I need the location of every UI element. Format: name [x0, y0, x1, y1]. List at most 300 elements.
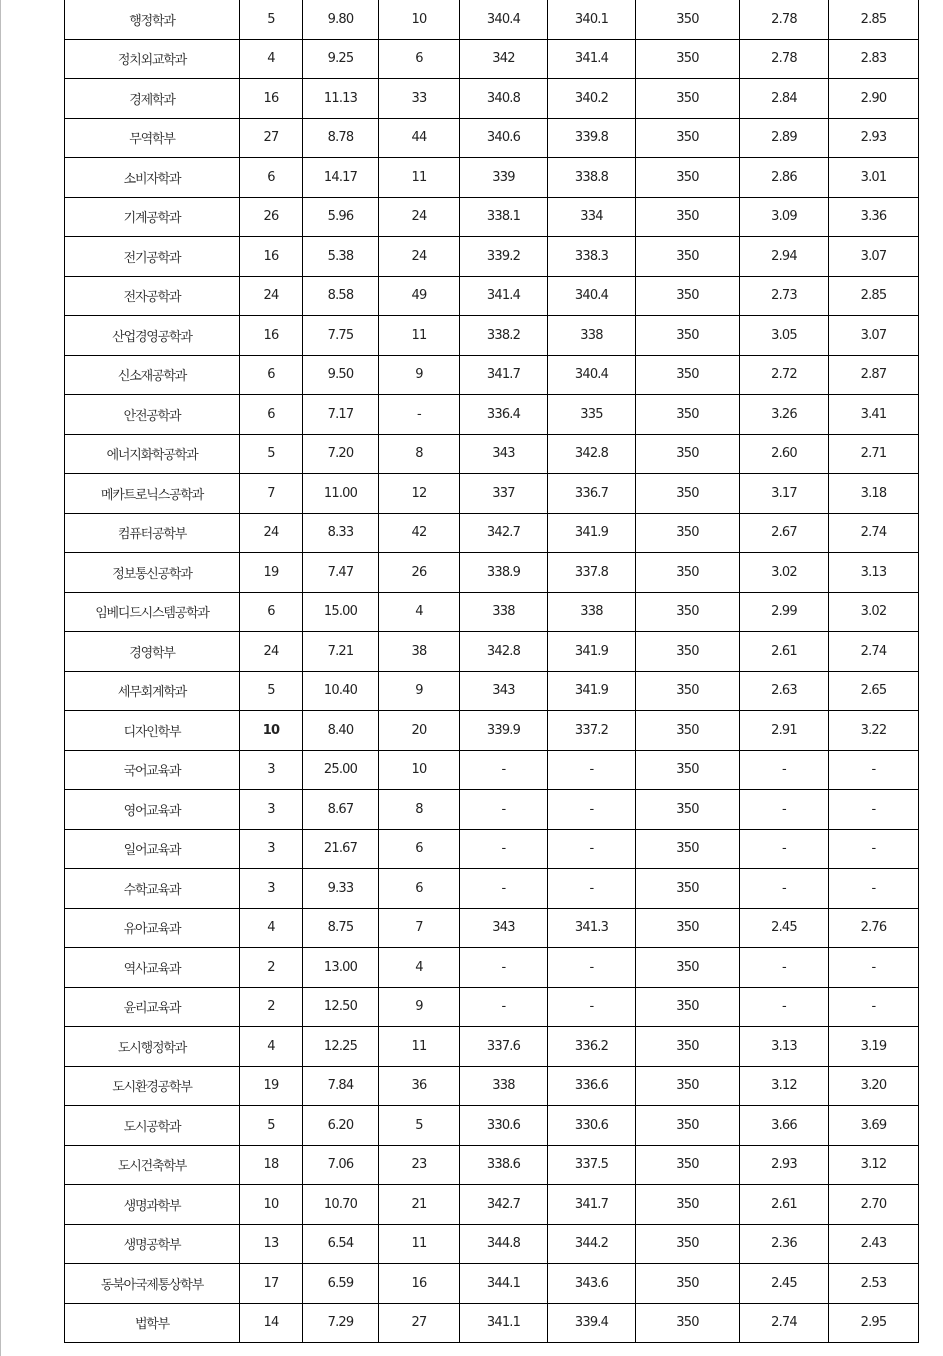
competition-ratio-cell: 8.33	[303, 513, 379, 553]
table-row	[65, 711, 919, 751]
admission-results-table	[64, 0, 919, 1343]
score-min-cell: 341.3	[548, 908, 636, 948]
table-row	[65, 79, 919, 119]
grade-avg-cell: -	[740, 790, 829, 830]
score-min-cell: 337.8	[548, 553, 636, 593]
total-score-cell: 350	[636, 1106, 740, 1146]
competition-ratio-cell: 7.84	[303, 1066, 379, 1106]
competition-ratio-cell: 5.38	[303, 237, 379, 277]
grade-avg-cell: 3.66	[740, 1106, 829, 1146]
grade-max-cell: 3.20	[829, 1066, 919, 1106]
quota-cell: 3	[240, 750, 303, 790]
grade-avg-cell: 2.78	[740, 0, 829, 39]
department-cell: 행정학과	[65, 0, 240, 39]
score-min-cell: 335	[548, 395, 636, 435]
waitlist-cell: 26	[379, 553, 460, 593]
department-cell: 디자인학부	[65, 711, 240, 751]
waitlist-cell: 4	[379, 948, 460, 988]
waitlist-cell: 4	[379, 592, 460, 632]
department-cell: 전기공학과	[65, 237, 240, 277]
grade-avg-cell: 2.74	[740, 1303, 829, 1343]
table-row	[65, 316, 919, 356]
score-max-cell: 341.4	[460, 276, 548, 316]
competition-ratio-cell: 8.67	[303, 790, 379, 830]
waitlist-cell: 27	[379, 1303, 460, 1343]
competition-ratio-cell: 6.59	[303, 1264, 379, 1304]
total-score-cell: 350	[636, 395, 740, 435]
score-min-cell: 340.2	[548, 79, 636, 119]
score-max-cell: 336.4	[460, 395, 548, 435]
quota-cell: 19	[240, 1066, 303, 1106]
grade-avg-cell: 3.17	[740, 474, 829, 514]
score-max-cell: 338.2	[460, 316, 548, 356]
quota-cell: 13	[240, 1224, 303, 1264]
grade-max-cell: 3.07	[829, 316, 919, 356]
table-row	[65, 237, 919, 277]
department-cell: 컴퓨터공학부	[65, 513, 240, 553]
score-max-cell: -	[460, 790, 548, 830]
grade-max-cell: 2.65	[829, 671, 919, 711]
waitlist-cell: 20	[379, 711, 460, 751]
grade-max-cell: 3.22	[829, 711, 919, 751]
waitlist-cell: 6	[379, 39, 460, 79]
total-score-cell: 350	[636, 948, 740, 988]
table-row	[65, 158, 919, 198]
department-cell: 동북아국제통상학부	[65, 1264, 240, 1304]
department-cell: 경영학부	[65, 632, 240, 672]
department-cell: 수학교육과	[65, 869, 240, 909]
table-row	[65, 1106, 919, 1146]
quota-cell: 16	[240, 79, 303, 119]
score-min-cell: 338.3	[548, 237, 636, 277]
quota-cell: 24	[240, 513, 303, 553]
competition-ratio-cell: 10.70	[303, 1185, 379, 1225]
score-min-cell: 338	[548, 592, 636, 632]
waitlist-cell: 6	[379, 829, 460, 869]
total-score-cell: 350	[636, 908, 740, 948]
quota-cell: 3	[240, 790, 303, 830]
grade-max-cell: -	[829, 869, 919, 909]
department-cell: 일어교육과	[65, 829, 240, 869]
department-cell: 도시환경공학부	[65, 1066, 240, 1106]
competition-ratio-cell: 9.50	[303, 355, 379, 395]
total-score-cell: 350	[636, 237, 740, 277]
grade-max-cell: -	[829, 750, 919, 790]
score-min-cell: 340.4	[548, 355, 636, 395]
quota-cell: 10	[240, 711, 303, 751]
total-score-cell: 350	[636, 1066, 740, 1106]
waitlist-cell: 36	[379, 1066, 460, 1106]
grade-max-cell: -	[829, 829, 919, 869]
grade-avg-cell: -	[740, 829, 829, 869]
total-score-cell: 350	[636, 474, 740, 514]
total-score-cell: 350	[636, 316, 740, 356]
score-min-cell: 337.2	[548, 711, 636, 751]
department-cell: 세무회계학과	[65, 671, 240, 711]
department-cell: 정보통신공학과	[65, 553, 240, 593]
quota-cell: 5	[240, 671, 303, 711]
table-row	[65, 513, 919, 553]
grade-max-cell: 3.02	[829, 592, 919, 632]
grade-avg-cell: 2.63	[740, 671, 829, 711]
score-max-cell: 342	[460, 39, 548, 79]
total-score-cell: 350	[636, 197, 740, 237]
score-max-cell: -	[460, 987, 548, 1027]
department-cell: 생명과학부	[65, 1185, 240, 1225]
total-score-cell: 350	[636, 79, 740, 119]
waitlist-cell: 11	[379, 1027, 460, 1067]
department-cell: 유아교육과	[65, 908, 240, 948]
score-max-cell: 344.8	[460, 1224, 548, 1264]
grade-avg-cell: 2.89	[740, 118, 829, 158]
grade-avg-cell: 2.36	[740, 1224, 829, 1264]
waitlist-cell: 42	[379, 513, 460, 553]
grade-max-cell: 2.70	[829, 1185, 919, 1225]
waitlist-cell: 33	[379, 79, 460, 119]
waitlist-cell: 11	[379, 158, 460, 198]
score-max-cell: 343	[460, 671, 548, 711]
department-cell: 국어교육과	[65, 750, 240, 790]
competition-ratio-cell: 21.67	[303, 829, 379, 869]
competition-ratio-cell: 8.40	[303, 711, 379, 751]
competition-ratio-cell: 15.00	[303, 592, 379, 632]
score-max-cell: 342.7	[460, 513, 548, 553]
grade-max-cell: 2.43	[829, 1224, 919, 1264]
score-min-cell: 336.6	[548, 1066, 636, 1106]
table-row	[65, 474, 919, 514]
competition-ratio-cell: 7.20	[303, 434, 379, 474]
score-max-cell: 340.4	[460, 0, 548, 39]
score-max-cell: 338	[460, 1066, 548, 1106]
score-min-cell: 330.6	[548, 1106, 636, 1146]
quota-cell: 6	[240, 592, 303, 632]
quota-cell: 6	[240, 355, 303, 395]
grade-avg-cell: 3.02	[740, 553, 829, 593]
table-row	[65, 0, 919, 39]
quota-cell: 2	[240, 987, 303, 1027]
quota-cell: 2	[240, 948, 303, 988]
waitlist-cell: 21	[379, 1185, 460, 1225]
grade-avg-cell: 3.26	[740, 395, 829, 435]
score-max-cell: 338.9	[460, 553, 548, 593]
quota-cell: 17	[240, 1264, 303, 1304]
grade-avg-cell: 2.84	[740, 79, 829, 119]
total-score-cell: 350	[636, 829, 740, 869]
total-score-cell: 350	[636, 987, 740, 1027]
competition-ratio-cell: 11.00	[303, 474, 379, 514]
grade-max-cell: 2.85	[829, 0, 919, 39]
grade-max-cell: -	[829, 948, 919, 988]
waitlist-cell: 12	[379, 474, 460, 514]
score-max-cell: -	[460, 750, 548, 790]
grade-avg-cell: 3.13	[740, 1027, 829, 1067]
grade-avg-cell: -	[740, 750, 829, 790]
quota-cell: 6	[240, 158, 303, 198]
waitlist-cell: -	[379, 395, 460, 435]
total-score-cell: 350	[636, 355, 740, 395]
score-min-cell: 341.9	[548, 671, 636, 711]
grade-avg-cell: 2.91	[740, 711, 829, 751]
grade-max-cell: 2.71	[829, 434, 919, 474]
table-row	[65, 355, 919, 395]
total-score-cell: 350	[636, 276, 740, 316]
table-row	[65, 790, 919, 830]
quota-cell: 10	[240, 1185, 303, 1225]
grade-max-cell: 2.93	[829, 118, 919, 158]
grade-max-cell: -	[829, 987, 919, 1027]
grade-max-cell: 3.12	[829, 1145, 919, 1185]
grade-max-cell: 2.87	[829, 355, 919, 395]
grade-max-cell: 3.18	[829, 474, 919, 514]
waitlist-cell: 8	[379, 434, 460, 474]
score-max-cell: 337.6	[460, 1027, 548, 1067]
department-cell: 산업경영공학과	[65, 316, 240, 356]
total-score-cell: 350	[636, 1185, 740, 1225]
quota-cell: 6	[240, 395, 303, 435]
competition-ratio-cell: 14.17	[303, 158, 379, 198]
competition-ratio-cell: 7.06	[303, 1145, 379, 1185]
grade-avg-cell: -	[740, 869, 829, 909]
quota-cell: 19	[240, 553, 303, 593]
quota-cell: 5	[240, 0, 303, 39]
score-min-cell: 338.8	[548, 158, 636, 198]
waitlist-cell: 44	[379, 118, 460, 158]
score-min-cell: -	[548, 829, 636, 869]
grade-max-cell: 2.53	[829, 1264, 919, 1304]
score-max-cell: 343	[460, 908, 548, 948]
table-row	[65, 987, 919, 1027]
department-cell: 신소재공학과	[65, 355, 240, 395]
table-row	[65, 197, 919, 237]
quota-cell: 5	[240, 434, 303, 474]
score-min-cell: 339.4	[548, 1303, 636, 1343]
left-page-rule	[0, 0, 1, 1356]
score-min-cell: -	[548, 987, 636, 1027]
score-max-cell: 339	[460, 158, 548, 198]
score-min-cell: -	[548, 750, 636, 790]
total-score-cell: 350	[636, 434, 740, 474]
competition-ratio-cell: 8.78	[303, 118, 379, 158]
score-min-cell: 343.6	[548, 1264, 636, 1304]
quota-cell: 7	[240, 474, 303, 514]
table-row	[65, 1224, 919, 1264]
grade-avg-cell: -	[740, 987, 829, 1027]
total-score-cell: 350	[636, 553, 740, 593]
score-min-cell: 341.4	[548, 39, 636, 79]
table-row	[65, 1027, 919, 1067]
total-score-cell: 350	[636, 632, 740, 672]
competition-ratio-cell: 5.96	[303, 197, 379, 237]
waitlist-cell: 9	[379, 671, 460, 711]
score-min-cell: 340.1	[548, 0, 636, 39]
grade-avg-cell: 3.12	[740, 1066, 829, 1106]
quota-cell: 4	[240, 908, 303, 948]
grade-max-cell: 2.74	[829, 513, 919, 553]
waitlist-cell: 11	[379, 316, 460, 356]
score-max-cell: 342.8	[460, 632, 548, 672]
total-score-cell: 350	[636, 1224, 740, 1264]
total-score-cell: 350	[636, 0, 740, 39]
total-score-cell: 350	[636, 750, 740, 790]
score-max-cell: 341.1	[460, 1303, 548, 1343]
total-score-cell: 350	[636, 869, 740, 909]
quota-cell: 18	[240, 1145, 303, 1185]
score-min-cell: 336.2	[548, 1027, 636, 1067]
score-max-cell: 343	[460, 434, 548, 474]
score-max-cell: 344.1	[460, 1264, 548, 1304]
quota-cell: 4	[240, 39, 303, 79]
total-score-cell: 350	[636, 592, 740, 632]
department-cell: 영어교육과	[65, 790, 240, 830]
competition-ratio-cell: 7.47	[303, 553, 379, 593]
competition-ratio-cell: 9.33	[303, 869, 379, 909]
score-max-cell: -	[460, 869, 548, 909]
grade-max-cell: 2.85	[829, 276, 919, 316]
total-score-cell: 350	[636, 39, 740, 79]
score-max-cell: 339.9	[460, 711, 548, 751]
quota-cell: 24	[240, 632, 303, 672]
total-score-cell: 350	[636, 158, 740, 198]
department-cell: 정치외교학과	[65, 39, 240, 79]
score-min-cell: -	[548, 790, 636, 830]
waitlist-cell: 38	[379, 632, 460, 672]
grade-avg-cell: 2.78	[740, 39, 829, 79]
table-body	[65, 0, 919, 1343]
competition-ratio-cell: 8.58	[303, 276, 379, 316]
quota-cell: 16	[240, 237, 303, 277]
competition-ratio-cell: 7.29	[303, 1303, 379, 1343]
quota-cell: 27	[240, 118, 303, 158]
department-cell: 경제학과	[65, 79, 240, 119]
waitlist-cell: 24	[379, 197, 460, 237]
competition-ratio-cell: 9.80	[303, 0, 379, 39]
grade-avg-cell: 2.86	[740, 158, 829, 198]
score-min-cell: 338	[548, 316, 636, 356]
table-row	[65, 1264, 919, 1304]
waitlist-cell: 10	[379, 0, 460, 39]
grade-max-cell: -	[829, 790, 919, 830]
department-cell: 생명공학부	[65, 1224, 240, 1264]
department-cell: 법학부	[65, 1303, 240, 1343]
table-row	[65, 1145, 919, 1185]
grade-max-cell: 3.36	[829, 197, 919, 237]
table-row	[65, 948, 919, 988]
waitlist-cell: 11	[379, 1224, 460, 1264]
waitlist-cell: 24	[379, 237, 460, 277]
department-cell: 메카트로닉스공학과	[65, 474, 240, 514]
grade-max-cell: 2.83	[829, 39, 919, 79]
score-max-cell: 330.6	[460, 1106, 548, 1146]
table-row	[65, 276, 919, 316]
quota-cell: 4	[240, 1027, 303, 1067]
score-min-cell: 341.9	[548, 513, 636, 553]
grade-avg-cell: 2.60	[740, 434, 829, 474]
department-cell: 전자공학과	[65, 276, 240, 316]
waitlist-cell: 6	[379, 869, 460, 909]
department-cell: 무역학부	[65, 118, 240, 158]
waitlist-cell: 9	[379, 355, 460, 395]
total-score-cell: 350	[636, 1264, 740, 1304]
table-row	[65, 553, 919, 593]
waitlist-cell: 49	[379, 276, 460, 316]
grade-avg-cell: 2.67	[740, 513, 829, 553]
grade-max-cell: 3.01	[829, 158, 919, 198]
department-cell: 도시건축학부	[65, 1145, 240, 1185]
table-row	[65, 908, 919, 948]
grade-max-cell: 3.07	[829, 237, 919, 277]
score-min-cell: 336.7	[548, 474, 636, 514]
department-cell: 도시행정학과	[65, 1027, 240, 1067]
score-min-cell: 341.9	[548, 632, 636, 672]
quota-cell: 5	[240, 1106, 303, 1146]
grade-max-cell: 3.13	[829, 553, 919, 593]
waitlist-cell: 23	[379, 1145, 460, 1185]
table-row	[65, 39, 919, 79]
quota-cell: 14	[240, 1303, 303, 1343]
score-min-cell: 334	[548, 197, 636, 237]
competition-ratio-cell: 9.25	[303, 39, 379, 79]
total-score-cell: 350	[636, 671, 740, 711]
grade-max-cell: 2.76	[829, 908, 919, 948]
score-min-cell: -	[548, 869, 636, 909]
total-score-cell: 350	[636, 790, 740, 830]
score-min-cell: 340.4	[548, 276, 636, 316]
table-row	[65, 118, 919, 158]
table-row	[65, 395, 919, 435]
competition-ratio-cell: 7.17	[303, 395, 379, 435]
competition-ratio-cell: 12.25	[303, 1027, 379, 1067]
competition-ratio-cell: 8.75	[303, 908, 379, 948]
department-cell: 에너지화학공학과	[65, 434, 240, 474]
grade-avg-cell: 2.45	[740, 908, 829, 948]
grade-avg-cell: 3.05	[740, 316, 829, 356]
waitlist-cell: 10	[379, 750, 460, 790]
score-max-cell: 337	[460, 474, 548, 514]
competition-ratio-cell: 12.50	[303, 987, 379, 1027]
department-cell: 기계공학과	[65, 197, 240, 237]
waitlist-cell: 16	[379, 1264, 460, 1304]
competition-ratio-cell: 10.40	[303, 671, 379, 711]
waitlist-cell: 9	[379, 987, 460, 1027]
table-row	[65, 750, 919, 790]
grade-avg-cell: 2.93	[740, 1145, 829, 1185]
grade-max-cell: 3.69	[829, 1106, 919, 1146]
total-score-cell: 350	[636, 118, 740, 158]
grade-avg-cell: 2.45	[740, 1264, 829, 1304]
table-row	[65, 869, 919, 909]
department-cell: 소비자학과	[65, 158, 240, 198]
competition-ratio-cell: 11.13	[303, 79, 379, 119]
score-max-cell: 341.7	[460, 355, 548, 395]
department-cell: 도시공학과	[65, 1106, 240, 1146]
score-max-cell: 338.6	[460, 1145, 548, 1185]
grade-max-cell: 3.41	[829, 395, 919, 435]
total-score-cell: 350	[636, 1145, 740, 1185]
competition-ratio-cell: 13.00	[303, 948, 379, 988]
score-max-cell: -	[460, 948, 548, 988]
quota-cell: 24	[240, 276, 303, 316]
competition-ratio-cell: 25.00	[303, 750, 379, 790]
quota-cell: 16	[240, 316, 303, 356]
competition-ratio-cell: 7.21	[303, 632, 379, 672]
score-min-cell: 339.8	[548, 118, 636, 158]
waitlist-cell: 7	[379, 908, 460, 948]
grade-max-cell: 2.74	[829, 632, 919, 672]
waitlist-cell: 5	[379, 1106, 460, 1146]
table-row	[65, 592, 919, 632]
grade-avg-cell: 2.99	[740, 592, 829, 632]
grade-avg-cell: 2.61	[740, 1185, 829, 1225]
